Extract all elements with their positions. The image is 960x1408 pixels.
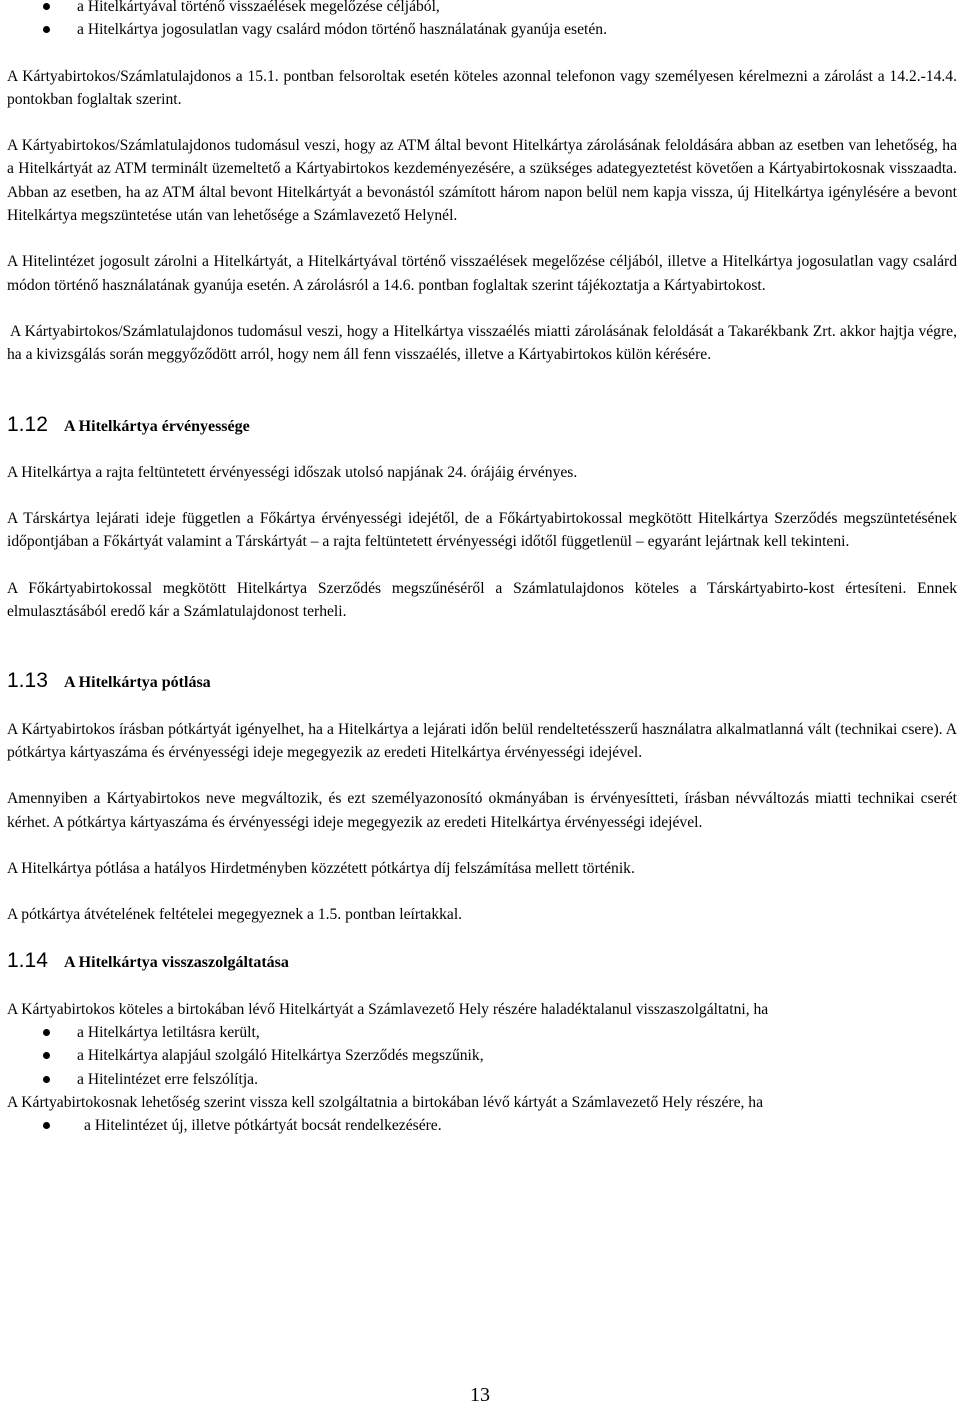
list-item: a Hitelkártya letiltásra került, <box>7 1021 957 1044</box>
list-item: a Hitelintézet erre felszólítja. <box>7 1068 957 1091</box>
bullet-icon <box>43 3 50 10</box>
paragraph: A pótkártya átvételének feltételei megegyeznek a 1.5. pontban leírtakkal. <box>7 906 463 924</box>
bullet-icon <box>43 26 50 33</box>
section-number: 1.13 <box>7 669 48 693</box>
top-bullet-list <box>7 0 957 42</box>
bullet-icon <box>43 1052 50 1059</box>
section-heading-1-12 <box>7 413 957 438</box>
list-item: a Hitelkártya jogosulatlan vagy csalárd módon történő használatának gyanúja esetén. <box>7 18 957 41</box>
paragraph: A Kártyabirtokos/Számlatulajdonos a 15.1. pontban felsoroltak esetén köteles azonnal telefonon vagy személyesen kérelmezni a zárolást a 14.2.-14.4. pontokban foglaltak szerint. <box>7 67 957 108</box>
return-optional-list <box>7 1114 957 1137</box>
document-page <box>7 0 957 1138</box>
paragraph: A Társkártya lejárati ideje független a Főkártya érvényességi idejétől, de a Főkártyabirtokossal megkötött Hitelkártya Szerződés megszüntetésének időpontjában a Főkártyát valamint a Társkártyát – a rajta feltüntetett érvényességi időtől függetlenül – egyaránt lejártnak kell tekinteni. <box>7 510 957 551</box>
paragraph: A Hitelintézet jogosult zárolni a Hitelkártyát, a Hitelkártyával történő visszaélések megelőzése céljából, illetve a Hitelkártya jogosulatlan vagy csalárd módon történő használatának gyanúja esetén. A zárolásról a 14.6. pontban foglaltak szerint tájékoztatja a Kártyabirtokost. <box>7 253 957 294</box>
list-item: a Hitelkártyával történő visszaélések megelőzése céljából, <box>7 0 957 18</box>
bullet-icon <box>43 1122 50 1129</box>
paragraph: A Kártyabirtokos írásban pótkártyát igényelhet, ha a Hitelkártya a lejárati időn belül rendeltetésszerű használatra alkalmatlanná vált (technikai csere). A pótkártya kártyaszáma és érvényességi ideje megegyezik az eredeti Hitelkártya érvényességi idejével. <box>7 720 957 761</box>
bullet-icon <box>43 1076 50 1083</box>
section-number: 1.14 <box>7 949 48 973</box>
return-conditions-list <box>7 1021 957 1091</box>
paragraph: A Hitelkártya pótlása a hatályos Hirdetményben közzétett pótkártya díj felszámítása mellett történik. <box>7 859 635 877</box>
bullet-icon <box>43 1029 50 1036</box>
paragraph: A Kártyabirtokos/Számlatulajdonos tudomásul veszi, hogy az ATM által bevont Hitelkártya zárolásának feloldására abban az esetben van lehetőség, ha a Hitelkártyát az ATM terminált üzemeltető a Kártyabirtokos kezdeményezésére, a szükséges adategyeztetést követően a Kártyabirtokosnak visszaadta. Abban az esetben, ha az ATM által bevont Hitelkártyát a bevonástól számított három napon belül nem kapja vissza, új Hitelkártya igénylésére a bevont Hitelkártya megszüntetése után van lehetősége a Számlavezető Helynél. <box>7 137 957 225</box>
section-heading-1-13 <box>7 669 957 694</box>
page-number: 13 <box>470 1384 490 1406</box>
list-item: a Hitelintézet új, illetve pótkártyát bocsát rendelkezésére. <box>7 1114 957 1137</box>
paragraph: A Kártyabirtokos köteles a birtokában lévő Hitelkártyát a Számlavezető Hely részére haladéktalanul visszaszolgáltatni, ha <box>7 1000 769 1018</box>
list-item: a Hitelkártya alapjául szolgáló Hitelkártya Szerződés megszűnik, <box>7 1044 957 1067</box>
section-title: A Hitelkártya visszaszolgáltatása <box>64 954 289 972</box>
section-title: A Hitelkártya pótlása <box>64 674 211 692</box>
section-number: 1.12 <box>7 412 48 436</box>
paragraph: A Főkártyabirtokossal megkötött Hitelkártya Szerződés megszűnéséről a Számlatulajdonos köteles a Társkártyabirto-kost értesíteni. Ennek elmulasztásából eredő kár a Számlatulajdonost terheli. <box>7 579 957 621</box>
paragraph: A Kártyabirtokos/Számlatulajdonos tudomásul veszi, hogy a Hitelkártya visszaélés miatti zárolásának feloldását a Takarékbank Zrt. akkor hajtja végre, ha a kivizsgálás során meggyőződött arról, hogy nem áll fenn visszaélés, illetve a Kártyabirtokos külön kérésére. <box>7 322 957 364</box>
section-heading-1-14 <box>7 949 957 974</box>
paragraph: A Hitelkártya a rajta feltüntetett érvényességi időszak utolsó napjának 24. órájáig érvényes. <box>7 463 578 481</box>
paragraph: A Kártyabirtokosnak lehetőség szerint vissza kell szolgáltatnia a birtokában lévő kártyát a Számlavezető Hely részére, ha <box>7 1093 764 1111</box>
paragraph: Amennyiben a Kártyabirtokos neve megváltozik, és ezt személyazonosító okmányában is érvényesítteti, írásban névváltozás miatti technikai cserét kérhet. A pótkártya kártyaszáma és érvényességi ideje megegyezik az eredeti Hitelkártya érvényességi idejével. <box>7 790 957 831</box>
section-title: A Hitelkártya érvényessége <box>64 417 250 435</box>
